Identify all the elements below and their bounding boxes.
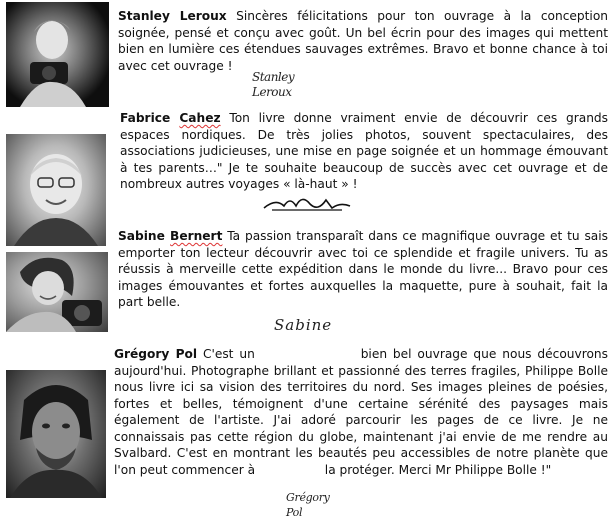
- signature-text: Sabine: [274, 316, 333, 334]
- signature-scribble-icon: [262, 190, 352, 216]
- testimonial-text: [118, 228, 608, 311]
- testimonial-body: Ton livre donne vraiment envie de découvrir ces grands espaces nordiques. De très jolies photos, souvent spectaculaires, des associations judicieuses, une mise en page soignée et un hommage émouvant à tes parents…" Je te souhaite beaucoup de succès avec cet ouvrage et de nombreux autres voyages « là-haut » !: [120, 111, 609, 191]
- portrait-photo-icon: [6, 134, 106, 246]
- author-name: Fabrice Cahez: [120, 111, 221, 125]
- signature-text: Stanley Leroux: [252, 70, 295, 99]
- testimonial-body: Sincères félicitations pour ton ouvrage à la conception soignée, pensé et conçu avec goût. Un bel écrin pour des images qui mettent bien en lumière ces étendues sauvages extrêmes. Bravo et bonne chance à toi avec cet ouvrage !: [118, 9, 608, 73]
- portrait-photo: [6, 2, 109, 107]
- portrait-photo: [6, 370, 106, 498]
- author-name: Sabine Bernert: [118, 229, 223, 243]
- portrait-photo-icon: [6, 2, 109, 107]
- testimonial-text: [120, 110, 608, 193]
- portrait-photo-icon: [6, 252, 108, 332]
- signature-text: Grégory Pol: [286, 491, 330, 519]
- portrait-photo-icon: [6, 370, 106, 498]
- signature: [274, 316, 332, 334]
- portrait-photo: [6, 134, 106, 246]
- testimonial-body: Ta passion transparaît dans ce magnifique ouvrage et tu sais emporter ton lecteur découvrir avec toi ce splendide et fragile univers. Tu as réussis à merveille cette expédition dans le monde du livre... Bravo pour ces images émouvantes et fortes auxquelles la maquette, pure à souhait, fait la part belle.: [118, 229, 609, 309]
- signature: [252, 70, 294, 100]
- testimonial-text: [118, 8, 608, 74]
- signature: [262, 190, 352, 216]
- portrait-photo: [6, 252, 108, 332]
- author-name: Stanley Leroux: [118, 9, 227, 23]
- testimonial-text: [114, 346, 612, 478]
- author-name: Grégory Pol: [114, 347, 198, 361]
- signature: [286, 490, 330, 520]
- testimonial-body: C'est un bien bel ouvrage que nous découvrons aujourd'hui. Photographe brillant et passionné des terres fragiles, Philippe Bolle nous livre ici sa vision des territoires du nord. Ses images pleines de poésies, fortes et belles, témoignent d'une certaine sérénité des paysages mais également de l'artiste. J'ai adoré parcourir les pages de ce livre. Je ne connaissais pas cette région du globe, maintenant j'ai envie de me rendre au Svalbard. C'est en montrant les beautés peu accessibles de notre planète que l'on peut commencer à la protéger. Merci Mr Philippe Bolle !": [114, 347, 612, 477]
